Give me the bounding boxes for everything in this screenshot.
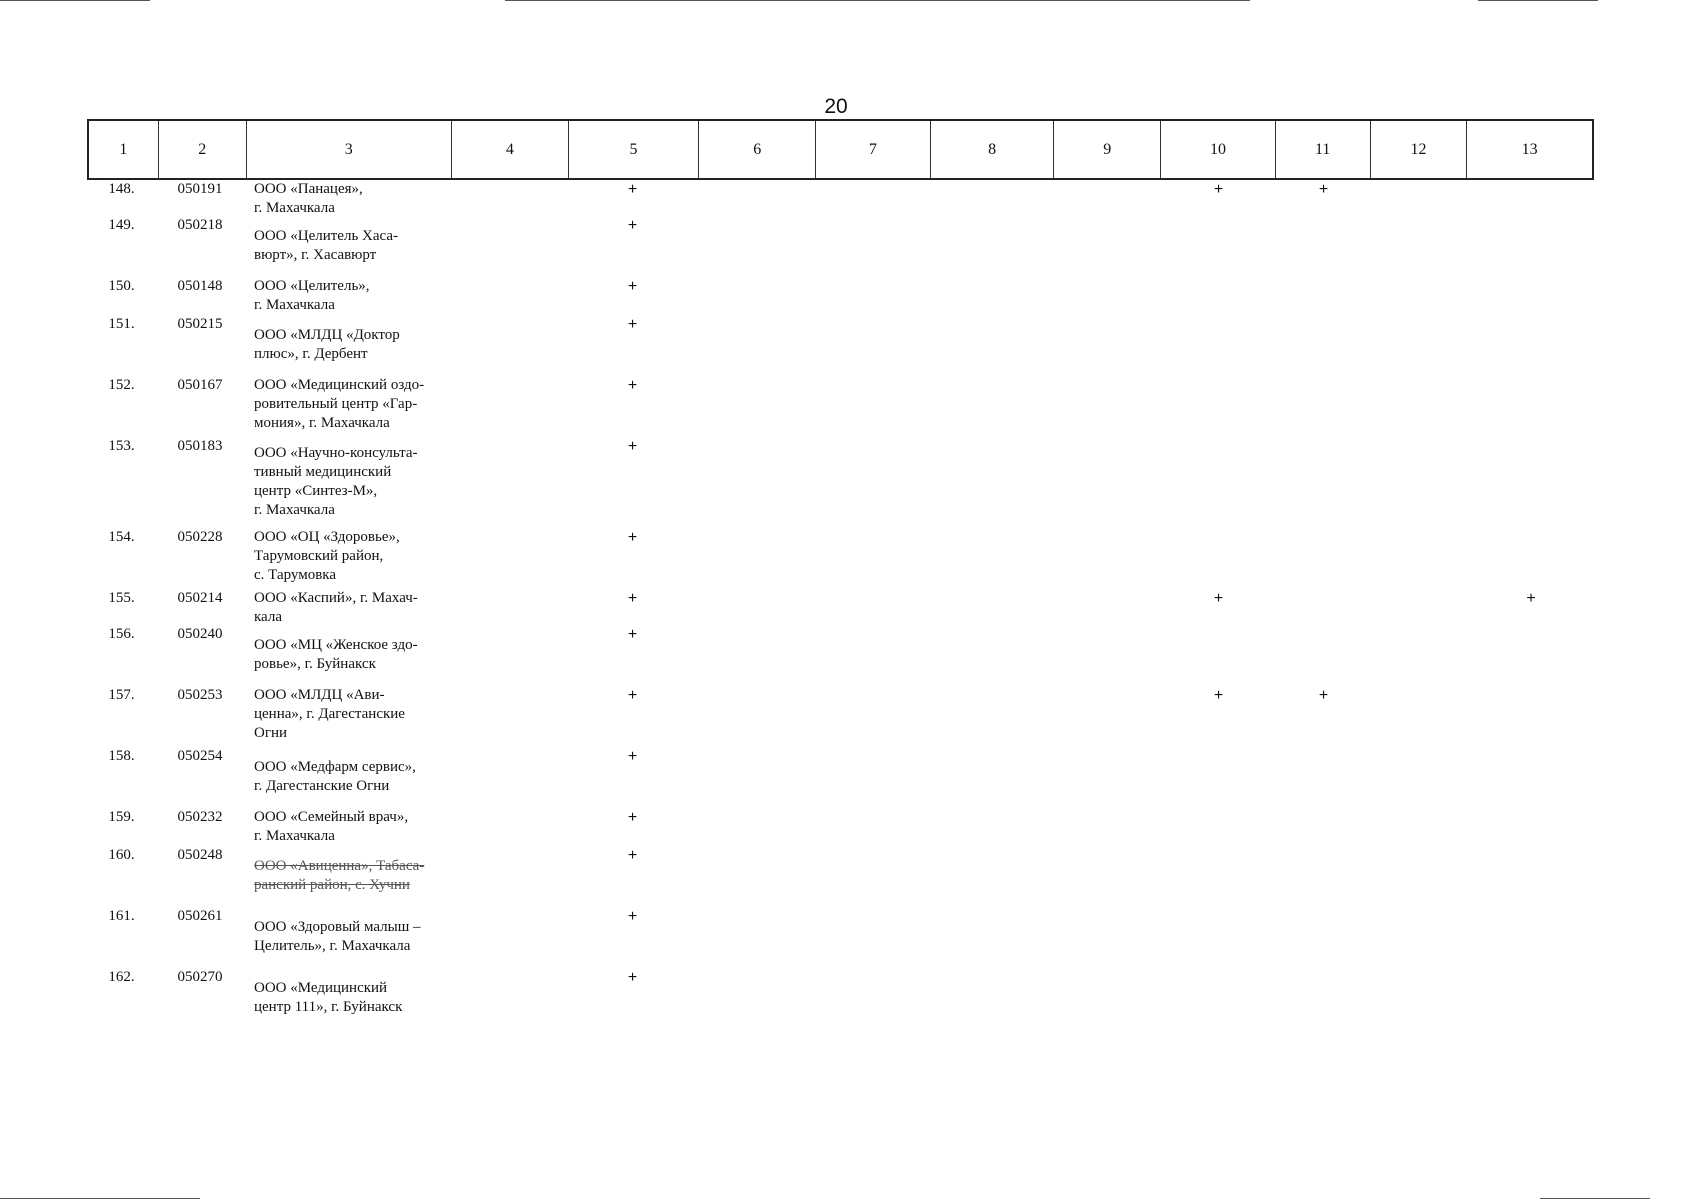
mark-col-10: [1161, 968, 1276, 1029]
mark-col-5: +: [627, 590, 638, 607]
row-name: [244, 376, 450, 437]
row-name-line: кала: [254, 609, 282, 625]
column-header: 5: [568, 121, 699, 178]
column-header: 3: [246, 121, 451, 178]
mark-col-5: +: [627, 529, 638, 546]
scan-edge-line: [1478, 0, 1598, 1]
mark-col-11: [1276, 315, 1371, 376]
mark-col-10: +: [1213, 181, 1224, 198]
table-row: [87, 747, 1594, 808]
row-number: 150.: [108, 278, 135, 294]
mark-col-5: +: [627, 438, 638, 455]
row-name-line: Целитель», г. Махачкала: [254, 938, 411, 954]
table-row: [87, 846, 1594, 907]
mark-col-11: +: [1318, 181, 1329, 198]
row-name: [244, 968, 450, 1029]
column-header: 4: [451, 121, 568, 178]
column-header: 1: [119, 140, 128, 158]
column-header: 12: [1370, 121, 1467, 178]
mark-col-11: [1276, 437, 1371, 528]
mark-col-5: +: [627, 748, 638, 765]
mark-col-5: +: [627, 377, 638, 394]
mark-col-11: [1276, 625, 1371, 686]
row-name: [244, 625, 450, 686]
scan-edge-line: [0, 1198, 200, 1199]
table-row: [87, 180, 1594, 216]
mark-col-10: [1161, 277, 1276, 315]
row-code: 050232: [177, 809, 223, 825]
row-number: 148.: [108, 181, 135, 197]
column-header: 2: [158, 121, 246, 178]
scan-edge-line: [0, 0, 150, 1]
mark-col-13: [1468, 180, 1594, 216]
mark-col-5: +: [627, 181, 638, 198]
mark-col-11: [1276, 528, 1371, 589]
row-name-line: ранский район, с. Хучни: [254, 877, 410, 893]
mark-col-13: [1468, 376, 1594, 437]
row-name: [244, 277, 450, 315]
row-name-line: ООО «Авиценна», Табаса-: [254, 858, 425, 874]
row-name-line: плюс», г. Дербент: [254, 346, 368, 362]
mark-col-11: +: [1318, 687, 1329, 704]
row-code: 050183: [177, 438, 223, 454]
row-name-line: ровительный центр «Гар-: [254, 396, 418, 412]
row-name-line: центр «Синтез-М»,: [254, 483, 378, 499]
row-code: 050270: [177, 969, 223, 985]
mark-col-10: [1161, 907, 1276, 968]
row-number: 160.: [108, 847, 135, 863]
mark-col-13: [1468, 528, 1594, 589]
row-name-line: ООО «Медицинский: [254, 980, 388, 996]
row-name-line: г. Махачкала: [254, 828, 335, 844]
row-code: 050248: [177, 847, 223, 863]
row-number: 155.: [108, 590, 135, 606]
row-name: [244, 589, 450, 625]
row-code: 050240: [177, 626, 223, 642]
row-name: [244, 808, 450, 846]
mark-col-13: +: [1526, 590, 1536, 607]
mark-col-10: +: [1213, 590, 1224, 607]
column-header: 6: [698, 121, 815, 178]
row-number: 157.: [108, 687, 135, 703]
mark-col-5: +: [627, 847, 638, 864]
mark-col-5: +: [627, 626, 638, 643]
row-code: 050215: [177, 316, 223, 332]
row-code: 050214: [177, 590, 223, 606]
row-name-line: ООО «Целитель»,: [254, 278, 370, 294]
row-name-line: мония», г. Махачкала: [254, 415, 390, 431]
row-name-line: г. Махачкала: [254, 502, 335, 518]
mark-col-10: [1161, 846, 1276, 907]
mark-col-10: [1161, 376, 1276, 437]
column-header: 9: [1053, 121, 1160, 178]
table-row: [87, 216, 1594, 277]
mark-col-11: [1276, 277, 1371, 315]
row-number: 152.: [108, 377, 135, 393]
page-number: 20: [824, 95, 848, 118]
row-number: 153.: [108, 438, 135, 454]
row-code: 050148: [177, 278, 223, 294]
row-name-line: ООО «Медфарм сервис»,: [254, 759, 416, 775]
table-row: [87, 625, 1594, 686]
mark-col-13: [1468, 625, 1594, 686]
row-name-line: ООО «Каспий», г. Махач-: [254, 590, 418, 606]
mark-col-10: [1161, 315, 1276, 376]
mark-col-13: [1468, 907, 1594, 968]
table-row: [87, 907, 1594, 968]
table-body: [87, 180, 1594, 1029]
table-row: [87, 277, 1594, 315]
row-number: 158.: [108, 748, 135, 764]
row-code: 050218: [177, 217, 223, 233]
row-name-line: ООО «Научно-консульта-: [254, 445, 418, 461]
mark-col-10: [1161, 747, 1276, 808]
mark-col-11: [1276, 846, 1371, 907]
mark-col-13: [1468, 277, 1594, 315]
row-name: [244, 180, 450, 216]
scan-edge-line: [1540, 1198, 1650, 1199]
row-number: 149.: [108, 217, 135, 233]
mark-col-11: [1276, 589, 1371, 625]
row-name: [244, 907, 450, 968]
row-name-line: ООО «Здоровый малыш –: [254, 919, 421, 935]
mark-col-11: [1276, 808, 1371, 846]
mark-col-13: [1468, 747, 1594, 808]
row-number: 162.: [108, 969, 135, 985]
table-row: [87, 968, 1594, 1029]
row-code: 050228: [177, 529, 223, 545]
mark-col-5: +: [627, 809, 638, 826]
column-header: 7: [815, 121, 930, 178]
row-name: [244, 437, 450, 528]
row-name-line: г. Дагестанские Огни: [254, 778, 390, 794]
mark-col-10: [1161, 808, 1276, 846]
row-name-line: с. Тарумовка: [254, 567, 337, 583]
row-number: 156.: [108, 626, 135, 642]
table-row: [87, 437, 1594, 528]
mark-col-10: [1161, 528, 1276, 589]
row-number: 161.: [108, 908, 135, 924]
row-name: [244, 747, 450, 808]
mark-col-13: [1468, 808, 1594, 846]
row-code: 050167: [177, 377, 223, 393]
mark-col-5: +: [627, 316, 638, 333]
row-name: [244, 528, 450, 589]
mark-col-10: [1161, 625, 1276, 686]
row-code: 050253: [177, 687, 223, 703]
row-name-line: ООО «МЛДЦ «Ави-: [254, 687, 385, 703]
table-row: [87, 686, 1594, 747]
scan-edge-line: [505, 0, 1250, 1]
row-name-line: Тарумовский район,: [254, 548, 384, 564]
row-name-line: ООО «Семейный врач»,: [254, 809, 409, 825]
row-name-line: тивный медицинский: [254, 464, 392, 480]
column-header: 8: [930, 121, 1054, 178]
row-name-line: вюрт», г. Хасавюрт: [254, 247, 377, 263]
table-header: [87, 119, 1594, 180]
row-name: [244, 686, 450, 747]
row-name: [244, 846, 450, 907]
mark-col-10: +: [1213, 687, 1224, 704]
mark-col-5: +: [627, 908, 638, 925]
mark-col-13: [1468, 315, 1594, 376]
row-name-line: Огни: [254, 725, 288, 741]
column-header: 13: [1466, 121, 1592, 178]
mark-col-11: [1276, 907, 1371, 968]
mark-col-13: [1468, 437, 1594, 528]
row-name-line: г. Махачкала: [254, 297, 335, 313]
mark-col-5: +: [627, 687, 638, 704]
mark-col-10: [1161, 437, 1276, 528]
row-code: 050254: [177, 748, 223, 764]
mark-col-11: [1276, 216, 1371, 277]
mark-col-11: [1276, 376, 1371, 437]
row-name-line: ООО «Медицинский оздо-: [254, 377, 425, 393]
column-header: 11: [1275, 121, 1370, 178]
row-name-line: ООО «Панацея»,: [254, 181, 363, 197]
row-code: 050261: [177, 908, 223, 924]
table-row: [87, 376, 1594, 437]
mark-col-13: [1468, 846, 1594, 907]
row-name-line: ООО «ОЦ «Здоровье»,: [254, 529, 400, 545]
row-name-line: ООО «МЛДЦ «Доктор: [254, 327, 400, 343]
row-number: 151.: [108, 316, 135, 332]
row-number: 154.: [108, 529, 135, 545]
row-name-line: г. Махачкала: [254, 200, 335, 216]
row-name-line: ООО «МЦ «Женское здо-: [254, 637, 418, 653]
row-number: 159.: [108, 809, 135, 825]
mark-col-11: [1276, 747, 1371, 808]
mark-col-11: [1276, 968, 1371, 1029]
mark-col-10: [1161, 216, 1276, 277]
row-name-line: ровье», г. Буйнакск: [254, 656, 376, 672]
mark-col-5: +: [627, 969, 638, 986]
table-row: [87, 808, 1594, 846]
mark-col-13: [1468, 968, 1594, 1029]
mark-col-5: +: [627, 217, 638, 234]
table-row: [87, 528, 1594, 589]
mark-col-13: [1468, 216, 1594, 277]
mark-col-13: [1468, 686, 1594, 747]
row-name: [244, 315, 450, 376]
table-row: [87, 589, 1594, 625]
row-code: 050191: [177, 181, 223, 197]
table-row: [87, 315, 1594, 376]
row-name-line: ООО «Целитель Хаса-: [254, 228, 399, 244]
column-header: 10: [1160, 121, 1275, 178]
row-name-line: ценна», г. Дагестанские: [254, 706, 405, 722]
row-name: [244, 216, 450, 277]
row-name-line: центр 111», г. Буйнакск: [254, 999, 403, 1015]
mark-col-5: +: [627, 278, 638, 295]
